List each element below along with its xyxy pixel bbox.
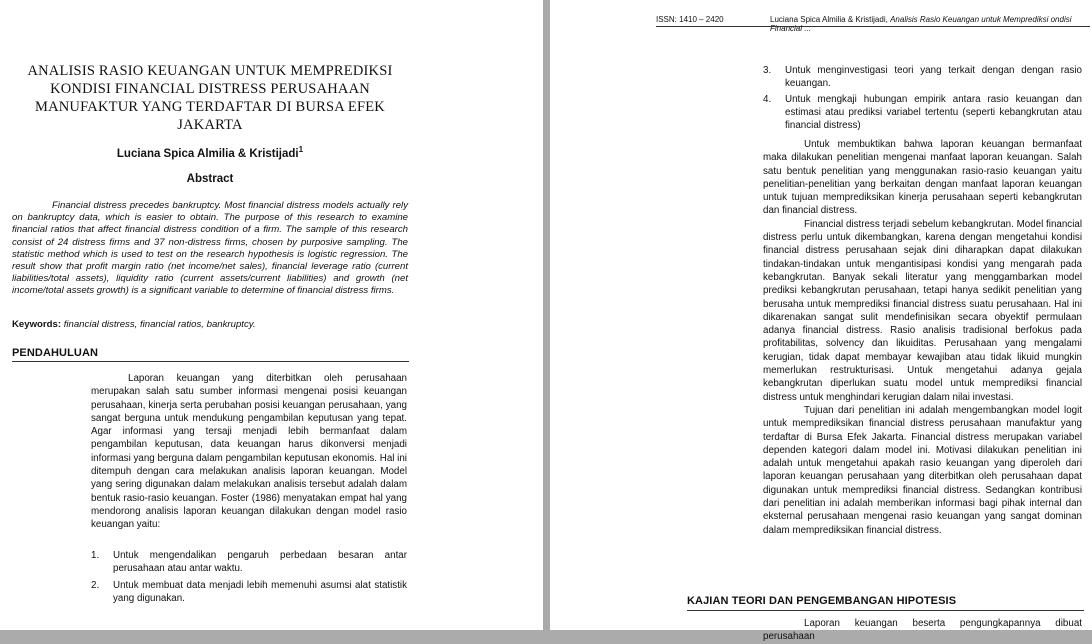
body-paragraphs [763,138,1082,537]
author-footnote-marker: 1 [298,145,304,154]
paper-authors [22,145,398,160]
list-item-text: Untuk mengendalikan pengaruh perbedaan besaran antar perusahaan atau antar waktu. [113,550,407,575]
theory-paragraph: Laporan keuangan beserta pengungkapannya dibuat perusahaan [763,618,1082,643]
keywords-label: Keywords: [12,319,62,330]
intro-paragraph: Laporan keuangan yang diterbitkan oleh perusahaan merupakan salah satu sumber informasi mengenai posisi keuangan perusahaan, kinerja serta perubahan posisi keuangan perusahaan, yang sangat berguna untuk mendukung pengambilan keputusan yang tepat. Agar informasi yang tersaji menjadi lebih bermanfaat dalam pengambilan keputusan, data keuangan harus dikonversi menjadi informasi yang berguna dalam pengambilan keputusan ekonomis. Hal ini ditempuh dengan cara melakukan analisis laporan keuangan. Model yang sering digunakan dalam melakukan analisis tersebut adalah dalam bentuk rasio-rasio keuangan. Foster (1986) menyatakan empat hal yang mendorong analisis laporan keuangan dilakukan dengan model rasio keuangan yaitu: [91,373,407,531]
list-item [763,93,1082,133]
running-header [770,15,1092,33]
numbered-list-continued [763,64,1082,134]
list-item-number: 3. [763,65,772,76]
section-divider [687,610,1084,611]
list-item-text: Untuk membuat data menjadi lebih memenuhi asumsi alat statistik yang digunakan. [113,579,407,604]
document-page-left [0,0,543,630]
header-divider [656,26,1090,27]
list-item [763,64,1082,91]
keywords-text: financial distress, financial ratios, bankruptcy. [63,319,256,330]
body-paragraph: Tujuan dari penelitian ini adalah mengembangkan model logit untuk memprediksikan financial distress perusahaan manufaktur yang terdaftar di Bursa Efek Jakarta. Financial distress merupakan variabel dependen kategori dalam model ini. Motivasi dilakukan penelitian ini adalah untuk mengetahui apakah rasio keuangan yang diperoleh dari laporan keuangan perusahaan yang diterbitkan oleh perusahaan dapat digunakan untuk memprediksi financial distress. Sedangkan kontribusi dari penelitian ini adalah memberikan informasi bagi pihak internal dan eksternal perusahaan mengenai rasio keuangan yang sangat dominan dalam memprediksikan financial distress. [763,404,1082,536]
abstract-text: Financial distress precedes bankruptcy. Most financial distress models actually rely on bankruptcy data, which is easier to obtain. The purpose of this research to examine financial ratios that affect financial distress condition of a firm. The sample of this research consist of 24 distress firms and 37 non-distress firms, chosen by purposive sampling. The statistic method which is used to test on the research hypothesis is logistic regression. The result show that profit margin ratio (net income/net sales), financial leverage ratio (current liabilities/total assets), liquidity ratio (current assets/current liabilities) and growth (net income/total assets growth) is a significant variable to determine of financial distress firms. [12,200,408,297]
list-item-text: Untuk menginvestigasi teori yang terkait dengan dengan rasio keuangan. [785,65,1082,90]
numbered-list [91,549,407,608]
paper-title: ANALISIS RASIO KEUANGAN UNTUK MEMPREDIKSI KONDISI FINANCIAL DISTRESS PERUSAHAAN MANUFAKTUR YANG TERDAFTAR DI BURSA EFEK JAKARTA [27,63,393,133]
abstract-heading: Abstract [186,173,234,185]
keywords-line [12,319,408,330]
author-names: Luciana Spica Almilia & Kristijadi [116,147,299,160]
list-item [91,579,407,606]
running-header-issn: ISSN: 1410 – 2420 [656,15,724,24]
section-heading-theory: KAJIAN TEORI DAN PENGEMBANGAN HIPOTESIS [687,595,957,607]
list-item [91,549,407,576]
page-gutter [543,0,550,630]
section-heading-introduction: PENDAHULUAN [12,347,99,359]
section-divider [12,361,409,362]
list-item-number: 1. [91,550,100,561]
document-page-right [550,0,1092,643]
list-item-number: 2. [91,579,100,591]
body-paragraph: Untuk membuktikan bahwa laporan keuangan bermanfaat maka dilakukan penelitian mengenai manfaat laporan keuangan. Salah satu bentuk penelitian yang menggunakan rasio-rasio keuangan yaitu penelitian-penelitian yang berkaitan dengan manfaat laporan keuangan untuk tujuan memprediksikan kinerja perusahaan seperti kebangkrutan dan financial distress. [763,139,1082,217]
running-header-authors: Luciana Spica Almilia & Kristijadi, [770,15,888,24]
body-paragraph: Financial distress terjadi sebelum kebangkrutan. Model financial distress perlu untuk dikembangkan, karena dengan mengetahui kondisi financial distress perusahaan sejak dini diharapkan dapat dilakukan tindakan-tindakan untuk mengantisipasi kondisi yang mengarah pada kebangkrutan. Banyak sekali literatur yang menggambarkan model prediksi kebangkrutan perusahaan, tetapi hanya sedikit penelitian yang berusaha untuk memprediksi financial distress suatu perusahaan. Hal ini dikarenakan sangat sulit mendefinisikan secara obyektif permulaan adanya financial distress. Rasio analisis tradisional berfokus pada profitabilitas, solvency dan likuiditas. Perusahaan yang mengalami kerugian, tidak dapat membayar kewajiban atau tidak likuid mungkin memerlukan restrukturisasi. Untuk mengetahui adanya gejala kebangkrutan diperlukan suatu model untuk memprediksi financial distress untuk menghindari kerugian dalam nilai investasi. [763,218,1082,403]
list-item-text: Untuk mengkaji hubungan empirik antara rasio keuangan dan estimasi atau prediksi variabel tertentu (seperti kebangkrutan atau financial distress) [785,93,1082,132]
list-item-number: 4. [763,93,772,105]
running-header-title: Analisis Rasio Keuangan untuk Memprediksi ondisi Financial ... [770,15,1072,33]
